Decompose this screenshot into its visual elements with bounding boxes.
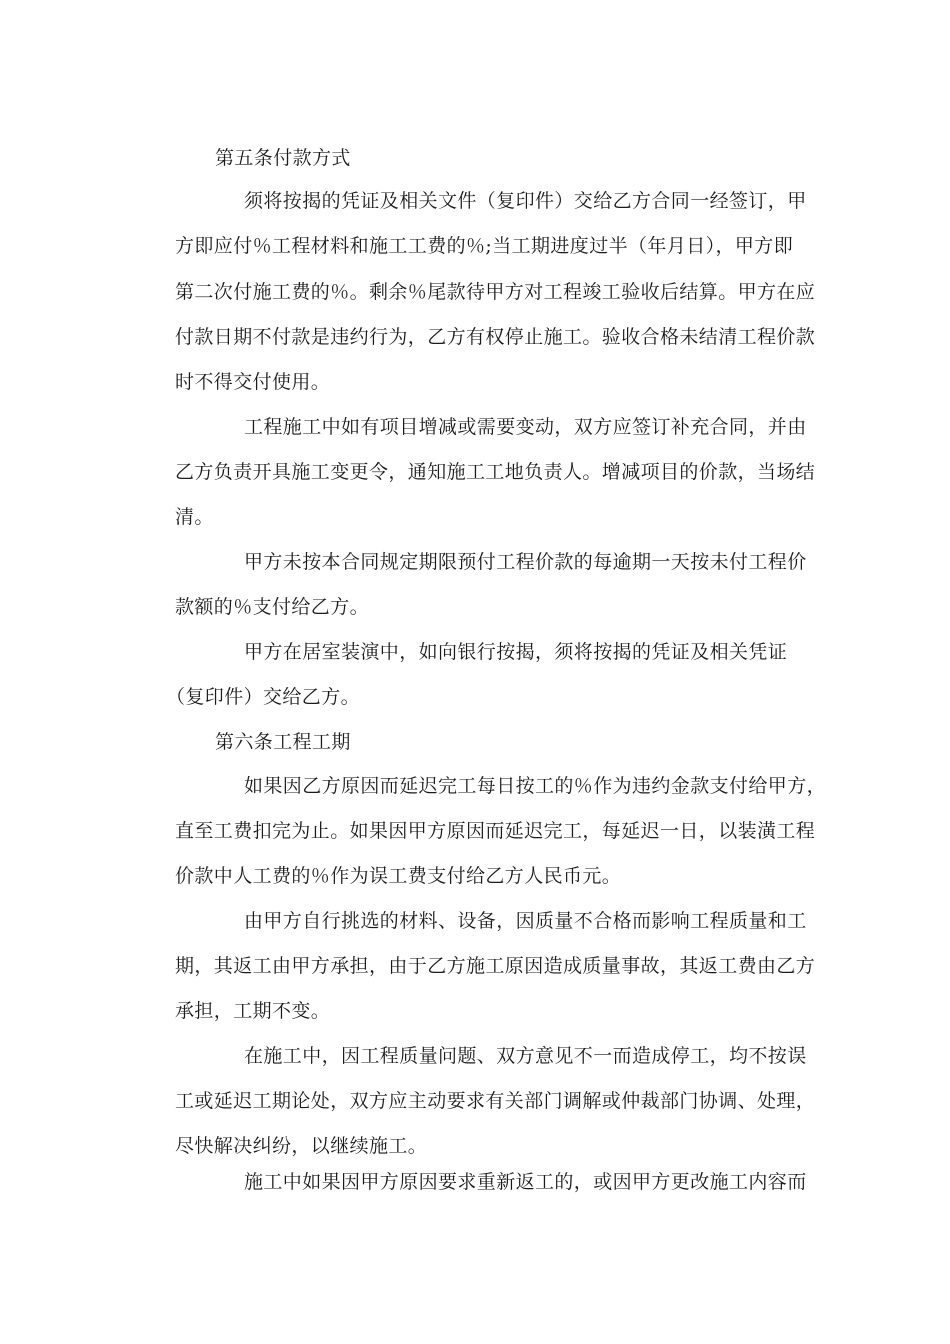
paragraph-line: （复印件）交给乙方。 [166, 686, 361, 708]
section-heading-payment: 第五条付款方式 [215, 147, 351, 169]
paragraph-line: 须将按揭的凭证及相关文件（复印件）交给乙方合同一经签订，甲 [244, 190, 807, 212]
paragraph-line: 期，其返工由甲方承担，由于乙方施工原因造成质量事故，其返工费由乙方 [175, 955, 816, 977]
paragraph-line: 价款中人工费的％作为误工费支付给乙方人民币元。 [175, 865, 622, 887]
paragraph-line: 款额的％支付给乙方。 [175, 596, 370, 618]
paragraph-line: 时不得交付使用。 [175, 371, 331, 393]
paragraph-line: 工或延迟工期论处，双方应主动要求有关部门调解或仲裁部门协调、处理， [175, 1090, 816, 1112]
paragraph-line: 直至工费扣完为止。如果因甲方原因而延迟完工，每延迟一日，以装潢工程 [175, 820, 816, 842]
paragraph-line: 尽快解决纠纷，以继续施工。 [175, 1135, 428, 1157]
paragraph-line: 甲方在居室装演中，如向银行按揭，须将按揭的凭证及相关凭证 [244, 641, 788, 663]
paragraph-line: 由甲方自行挑选的材料、设备，因质量不合格而影响工程质量和工 [244, 910, 807, 932]
paragraph-line: 工程施工中如有项目增减或需要变动，双方应签订补充合同，并由 [244, 416, 807, 438]
paragraph-line: 如果因乙方原因而延迟完工每日按工的％作为违约金款支付给甲方， [244, 775, 827, 797]
paragraph-line: 方即应付％工程材料和施工工费的％;当工期进度过半（年月日），甲方即 [175, 235, 794, 257]
paragraph-line: 施工中如果因甲方原因要求重新返工的，或因甲方更改施工内容而 [244, 1171, 807, 1193]
paragraph-line: 乙方负责开具施工变更令，通知施工工地负责人。增减项目的价款，当场结 [175, 461, 816, 483]
paragraph-line: 承担，工期不变。 [175, 1000, 331, 1022]
paragraph-line: 在施工中，因工程质量问题、双方意见不一而造成停工，均不按误 [244, 1045, 807, 1067]
paragraph-line: 第二次付施工费的％。剩余％尾款待甲方对工程竣工验收后结算。甲方在应 [175, 281, 816, 303]
section-heading-schedule: 第六条工程工期 [215, 731, 351, 753]
paragraph-line: 付款日期不付款是违约行为，乙方有权停止施工。验收合格未结清工程价款 [175, 326, 816, 348]
paragraph-line: 甲方未按本合同规定期限预付工程价款的每逾期一天按未付工程价 [244, 551, 807, 573]
paragraph-line: 清。 [175, 506, 214, 528]
